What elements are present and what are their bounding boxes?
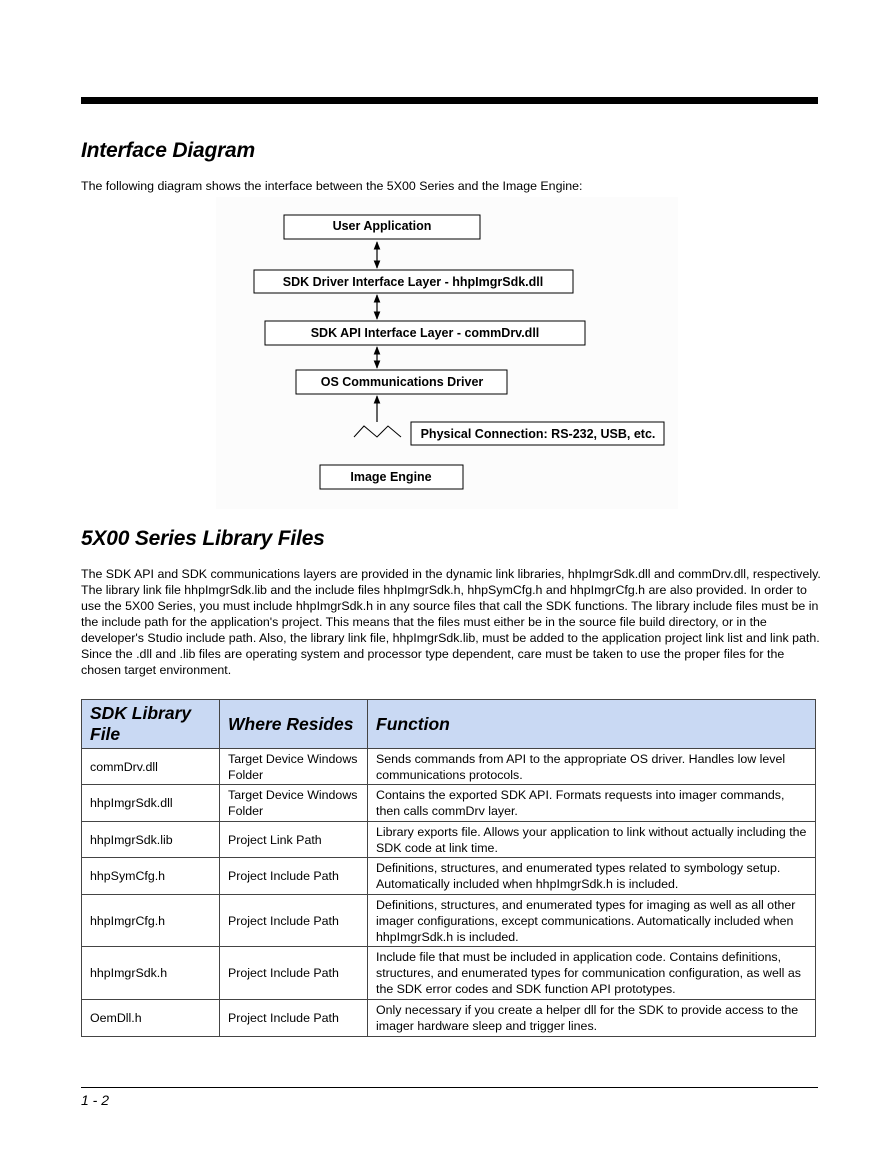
node-physical-connection-label: Physical Connection: RS-232, USB, etc. <box>420 427 656 441</box>
diagram-intro-text: The following diagram shows the interface between the 5X00 Series and the Image Engine: <box>81 179 583 193</box>
node-physical-connection <box>411 422 664 445</box>
page-number: 1 - 2 <box>81 1092 110 1108</box>
column-header-function: Function <box>368 700 816 749</box>
cell-function: Sends commands from API to the appropriate OS driver. Handles low level communications protocols. <box>368 749 816 785</box>
interface-diagram <box>216 197 678 509</box>
table-row <box>82 749 816 785</box>
table-row <box>82 858 816 895</box>
cell-where: Project Include Path <box>220 947 368 1000</box>
cell-where: Project Include Path <box>220 858 368 895</box>
node-sdk-driver-label: SDK Driver Interface Layer - hhpImgrSdk.dll <box>282 275 544 289</box>
table-row <box>82 895 816 947</box>
cell-where: Project Include Path <box>220 1000 368 1037</box>
node-image-engine <box>320 465 463 489</box>
cell-function: Definitions, structures, and enumerated types related to symbology setup. Automatically included when hhpImgrSdk.h is included. <box>368 858 816 895</box>
cell-file: hhpSymCfg.h <box>82 858 220 895</box>
physical-link-zigzag <box>354 426 401 437</box>
footer-rule <box>81 1087 818 1088</box>
section-heading-interface-diagram: Interface Diagram <box>81 139 256 162</box>
node-os-communications-driver <box>296 370 507 394</box>
cell-function: Contains the exported SDK API. Formats requests into imager commands, then calls commDrv layer. <box>368 785 816 822</box>
table-row <box>82 947 816 1000</box>
table-row <box>82 1000 816 1037</box>
cell-function: Only necessary if you create a helper dll for the SDK to provide access to the imager hardware sleep and trigger lines. <box>368 1000 816 1037</box>
node-sdk-api-label: SDK API Interface Layer - commDrv.dll <box>310 326 540 340</box>
cell-file: hhpImgrSdk.lib <box>82 822 220 858</box>
cell-file: hhpImgrCfg.h <box>82 895 220 947</box>
cell-function: Include file that must be included in application code. Contains definitions, structures, and enumerated types for communication configuration, as well as the SDK error codes and SDK function API prototypes. <box>368 947 816 1000</box>
table-row <box>82 785 816 822</box>
library-files-table <box>81 699 816 1037</box>
cell-where: Target Device Windows Folder <box>220 785 368 822</box>
cell-where: Project Link Path <box>220 822 368 858</box>
node-os-comm-label: OS Communications Driver <box>320 375 484 389</box>
cell-function: Library exports file. Allows your application to link without actually including the SDK code at link time. <box>368 822 816 858</box>
cell-function: Definitions, structures, and enumerated types for imaging as well as all other imager configurations, except communications. Automatically included when hhpImgrSdk.h is included. <box>368 895 816 947</box>
cell-file: hhpImgrSdk.h <box>82 947 220 1000</box>
node-user-application-label: User Application <box>332 219 432 233</box>
column-header-file: SDK Library File <box>82 700 220 749</box>
node-sdk-driver-layer <box>254 270 573 293</box>
cell-where: Project Include Path <box>220 895 368 947</box>
table-row <box>82 822 816 858</box>
section-heading-library-files: 5X00 Series Library Files <box>81 527 325 550</box>
cell-where: Target Device Windows Folder <box>220 749 368 785</box>
cell-file: hhpImgrSdk.dll <box>82 785 220 822</box>
node-sdk-api-layer <box>265 321 585 345</box>
node-image-engine-label: Image Engine <box>350 470 432 484</box>
cell-file: commDrv.dll <box>82 749 220 785</box>
header-rule <box>81 97 818 104</box>
node-user-application <box>284 215 480 239</box>
table-header-row <box>82 700 816 749</box>
cell-file: OemDll.h <box>82 1000 220 1037</box>
column-header-where: Where Resides <box>220 700 368 749</box>
library-files-paragraph: The SDK API and SDK communications layers are provided in the dynamic link libraries, hhpImgrSdk.dll and commDrv.dll, respectively. The library link file hhpImgrSdk.lib and the include files hhpImgrSdk.h, hhpSymCfg.h and hhpImgrCfg.h are also provided. In order to use the 5X00 Series, you must include hhpImgrSdk.h in any source files that call the SDK functions. The library include files must be in the include path for the application's project. This means that the files must either be in the source file build directory, or in the developer's Studio include path. Also, the library link file, hhpImgrSdk.lib, must be added to the application project link list and link path. Since the .dll and .lib files are operating system and processor type dependent, care must be taken to use the proper files for the chosen target environment. <box>81 567 821 677</box>
